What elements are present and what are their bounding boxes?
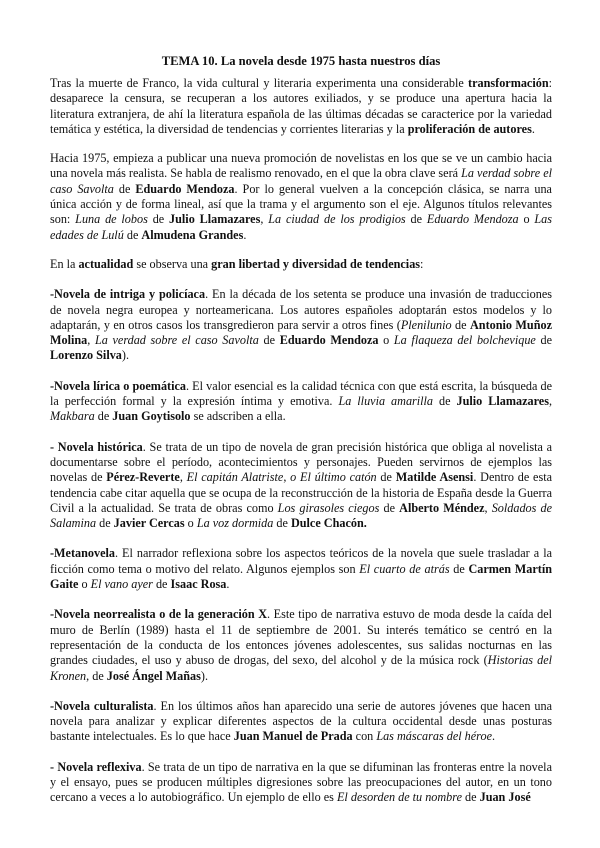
paragraph-1975: Hacia 1975, empieza a publicar una nueva promoción de novelistas en los que se ve un cambio hacia una novela más realista. Se habla de realismo renovado, en el que la obra clave será La verdad sobre el caso Savolta de Eduardo Mendoza. Por lo general vuelven a la concepción clásica, se narra una única acción y de forma lineal, así que la trama y el argumento son el eje. Algunos títulos relevantes son: Luna de lobos de Julio Llamazares, La ciudad de los prodigios de Eduardo Mendoza o Las edades de Lulú de Almudena Grandes. xyxy=(50,151,553,242)
paragraph-actualidad: En la actualidad se observa una gran libertad y diversidad de tendencias: xyxy=(50,256,424,271)
paragraph-reflexiva: - Novela reflexiva. Se trata de un tipo de narrativa en la que se difuminan las fronteras entre la novela y el ensayo, pues se producen múltiples digresiones sobre las preocupaciones del autor, en un tono cercano a veces a lo autobiográfico. Un ejemplo de ello es El desorden de tu nombre de Juan José xyxy=(50,759,552,805)
paragraph-intriga: -Novela de intriga y policíaca. En la década de los setenta se produce una invasión de traducciones de novela negra europea y norteamericana. Los autores españoles adoptarán estos modelos y lo adaptarán, y en otros casos los transgredieron para servir a otros fines (Plenilunio de Antonio Muñoz Molina, La verdad sobre el caso Savolta de Eduardo Mendoza o La flaqueza del bolchevique de Lorenzo Silva). xyxy=(50,287,552,363)
paragraph-metanovela: -Metanovela. El narrador reflexiona sobre los aspectos teóricos de la novela que suele trasladar a la ficción como tema o motivo del relato. Algunos ejemplos son El cuarto de atrás de Carmen Martín Gaite o El vano ayer de Isaac Rosa. xyxy=(50,546,552,592)
paragraph-intro: Tras la muerte de Franco, la vida cultural y literaria experimenta una considerable transformación: desaparece la censura, se recuperan a los autores exiliados, y se produce una apertura hacia la literatura extranjera, de ahí la literatura española de las últimas décadas se caracterice por la variedad temática y estética, la diversidad de tendencias y corrientes literarias y la proliferación de autores. xyxy=(50,76,552,136)
paragraph-lirica: -Novela lírica o poemática. El valor esencial es la calidad técnica con que está escrita, la búsqueda de la perfección formal y la expresión íntima y emotiva. La lluvia amarilla de Julio Llamazares, Makbara de Juan Goytisolo se adscriben a ella. xyxy=(50,378,552,424)
paragraph-historica: - Novela histórica. Se trata de un tipo de novela de gran precisión histórica que obliga al novelista a documentarse sobre el período, acontecimientos y personajes. Pueden servirnos de ejemplos las novelas de Pérez-Reverte, El capitán Alatriste, o El último catón de Matilde Asensi. Dentro de esta tendencia cabe citar aquella que se ocupa de la reconstrucción de la historia de España desde la Guerra Civil a la actualidad. Se trata de obras como Los girasoles ciegos de Alberto Méndez, Soldados de Salamina de Javier Cercas o La voz dormida de Dulce Chacón. xyxy=(50,439,553,531)
paragraph-culturalista: -Novela culturalista. En los últimos años han aparecido una serie de autores jóvenes que hacen una novela para analizar y explicar diferentes aspectos de la cultura occidental desde unas posturas bastante intelectuales. Es lo que hace Juan Manuel de Prada con Las máscaras del héroe. xyxy=(50,698,552,744)
paragraph-neorrealista: -Novela neorrealista o de la generación X. Este tipo de narrativa estuvo de moda desde la caída del muro de Berlín (1989) hasta el 11 de septiembre de 2001. Su interés temático se centró en la representación de la conducta de los entonces jóvenes adolescentes, sus salidas nocturnas en las grandes ciudades, el uso y abuso de drogas, del sexo, del alcohol y de la música rock (Historias del Kronen, de José Ángel Mañas). xyxy=(50,607,552,683)
page-title: TEMA 10. La novela desde 1975 hasta nuestros días xyxy=(161,54,441,68)
